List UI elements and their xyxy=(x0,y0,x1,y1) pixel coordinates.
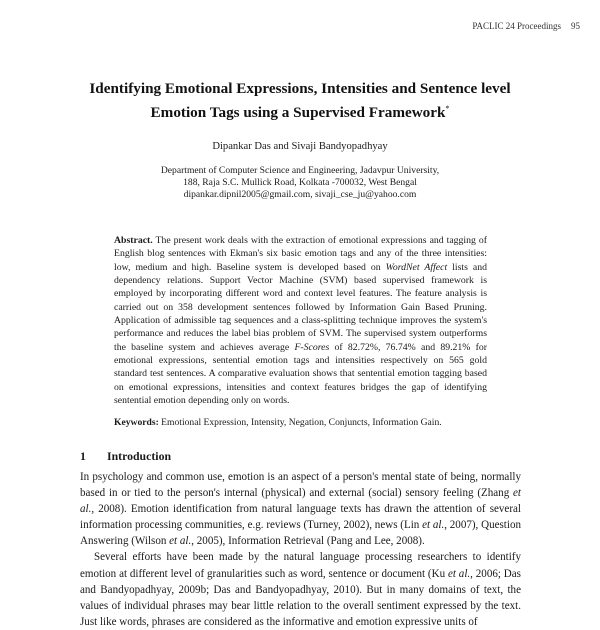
proceedings-name: PACLIC 24 Proceedings xyxy=(472,21,561,31)
p1-etal-1: et al. xyxy=(80,487,521,516)
p2-text-a: Several efforts have been made by the natural language processing researchers to identify emotion at different level of granularities such as word, sentence or document (Ku xyxy=(80,551,521,580)
title-footnote-mark: * xyxy=(445,104,450,113)
p2-etal: et al. xyxy=(447,567,471,580)
abstract xyxy=(114,234,487,407)
p1-text-b: , 2008). Emotion identification from natural language texts has drawn the attention of several information processing communities, e.g. reviews (Turney, 2002), news (Lin xyxy=(80,503,521,532)
p1-etal-3: et al. xyxy=(169,535,192,548)
p1-text-c: , 2007), Question Answering (Wilson xyxy=(80,519,521,548)
abstract-text-3: of 82.72%, 76.74% and 89.21% for emotional expressions, sentential emotion tags and intensities respectively on 565 gold standard test sentences. A comparative evaluation shows that sentential emotion tagging based on emotional expressions, intensities and context features bridges the gap of identifying sentential emotion depending only on words. xyxy=(114,341,488,407)
affiliation-department: Department of Computer Science and Engineering, Jadavpur University, xyxy=(160,165,440,176)
affiliation-emails: dipankar.dipnil2005@gmail.com, sivaji_cse_ju@yahoo.com xyxy=(183,189,417,201)
abstract-text-2: lists and dependency relations. Support Vector Machine (SVM) based supervised framework is employed by incorporating different word and context level features. The feature analysis is carried out on 358 development sentences followed by Information Gain Based Pruning. Application of admissible tag sequences and a class-splitting technique improves the system's performance and reduces the label bias problem of SVM. The supervised system outperforms the baseline system and achieves average xyxy=(114,261,487,353)
page-number: 95 xyxy=(571,21,580,31)
p1-text-a: In psychology and common use, emotion is an aspect of a person's mental state of being, normally based in or tied to the person's internal (physical) and external (social) sensory feeling (Zhang xyxy=(80,471,521,500)
affiliation-address: 188, Raja S.C. Mullick Road, Kolkata -700032, West Bengal xyxy=(183,177,417,189)
section-heading xyxy=(80,449,171,464)
title-line-2 xyxy=(60,99,540,123)
section-title: Introduction xyxy=(107,449,172,463)
running-header xyxy=(472,21,580,31)
title-line-2-text: Emotion Tags using a Supervised Framework xyxy=(150,104,446,121)
section-number: 1 xyxy=(80,449,86,463)
p1-text-d: , 2005), Information Retrieval (Pang and Lee, 2008). xyxy=(191,535,425,548)
abstract-italic-2: F-Scores xyxy=(294,341,330,353)
p1-etal-2: et al. xyxy=(422,519,445,532)
abstract-italic-1: WordNet Affect xyxy=(385,261,448,273)
paper-title xyxy=(60,79,540,123)
title-line-1: Identifying Emotional Expressions, Intensities and Sentence level xyxy=(89,80,511,97)
keywords xyxy=(114,417,487,428)
paragraph-1 xyxy=(80,469,521,549)
abstract-label: Abstract. xyxy=(114,235,153,246)
affiliation xyxy=(60,165,540,202)
p2-text-b: , 2006; Das and Bandyopadhyay, 2009b; Das and Bandyopadhyay, 2010). But in many domains of text, the values of individual phrases may bear little relation to the overall sentiment expressed by the text. Just like words, phrases are considered as the informative and emotion expressive units of xyxy=(80,567,521,628)
paragraph-2 xyxy=(80,549,521,629)
body-text xyxy=(80,469,521,630)
abstract-text-1: The present work deals with the extraction of emotional expressions and tagging of English blog sentences with Ekman's six basic emotion tags and any of the three intensities: low, medium and high. Baseline system is developed based on xyxy=(114,235,487,273)
keywords-label: Keywords: xyxy=(114,417,159,428)
authors: Dipankar Das and Sivaji Bandyopadhyay xyxy=(212,141,388,152)
keywords-text: Emotional Expression, Intensity, Negation, Conjuncts, Information Gain. xyxy=(158,417,442,428)
